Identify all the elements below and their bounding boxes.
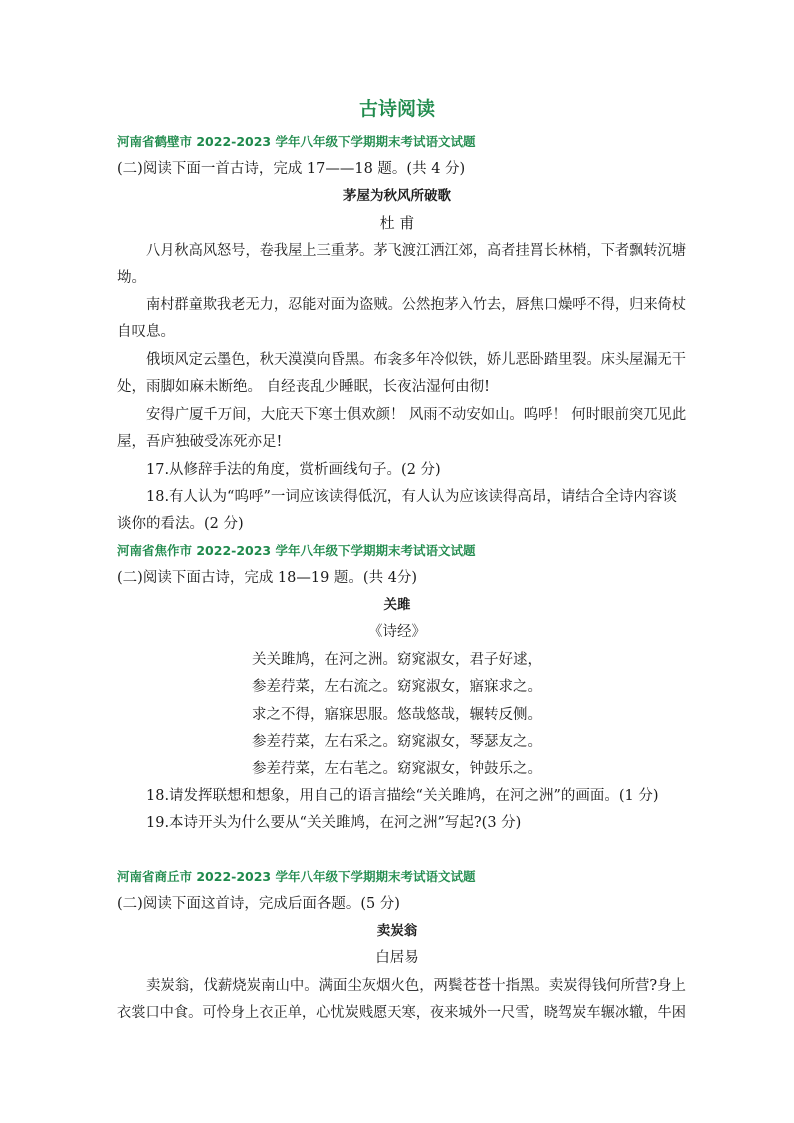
poem-line: 南村群童欺我老无力，忍能对面为盗贼。公然抱茅入竹去，唇焦口燥呼不得，归来倚杖 [146, 297, 686, 313]
poem-line: 参差荇菜，左右芼之。窈窕淑女，钟鼓乐之。 [252, 761, 542, 777]
poem-author: 白居易 [375, 950, 419, 966]
poem-line: 俄顷风定云墨色，秋天漠漠向昏黑。布衾多年冷似铁，娇儿恶卧踏里裂。床头屋漏无干 [146, 352, 686, 368]
poem-line: 安得广厦千万间，大庇天下寒士俱欢颜！ 风雨不动安如山。呜呼！ 何时眼前突兀见此 [146, 407, 687, 423]
poem-title: 茅屋为秋风所破歌 [343, 188, 451, 204]
poem-line: 卖炭翁，伐薪烧炭南山中。满面尘灰烟火色，两鬓苍苍十指黑。卖炭得钱何所营?身上 [146, 978, 686, 994]
source-line: 河南省鹤壁市 2022-2023 学年八年级下学期期末考试语文试题 [117, 134, 476, 149]
poem-title: 关雎 [383, 597, 411, 613]
question: 17.从修辞手法的角度，赏析画线句子。(2 分) [146, 462, 441, 478]
poem-line: 求之不得，寤寐思服。悠哉悠哉，辗转反侧。 [252, 707, 542, 723]
question: 19.本诗开头为什么要从“关关雎鸠，在河之洲”写起?(3 分) [146, 815, 522, 831]
question: 谈你的看法。(2 分) [117, 516, 244, 532]
poem-line: 参差荇菜，左右采之。窈窕淑女，琴瑟友之。 [252, 734, 542, 750]
poem-line: 参差荇菜，左右流之。窈窕淑女，寤寐求之。 [252, 679, 542, 695]
source-line: 河南省商丘市 2022-2023 学年八年级下学期期末考试语文试题 [117, 869, 476, 884]
poem-line: 屋，吾庐独破受冻死亦足! [117, 434, 283, 450]
poem-title: 卖炭翁 [376, 923, 418, 939]
poem-author: 《诗经》 [368, 624, 426, 640]
page-title: 古诗阅读 [358, 98, 435, 120]
poem-line: 八月秋高风怒号，卷我屋上三重茅。茅飞渡江洒江郊，高者挂罥长林梢，下者飘转沉塘 [146, 243, 686, 259]
poem-line: 处，雨脚如麻未断绝。 自经丧乱少睡眠，长夜沾湿何由彻! [117, 379, 490, 395]
instruction: (二)阅读下面这首诗，完成后面各题。(5 分) [117, 896, 400, 912]
poem-line: 衣裳口中食。可怜身上衣正单，心忧炭贱愿天寒，夜来城外一尺雪，晓驾炭车辗冰辙，牛困 [117, 1005, 686, 1021]
source-line: 河南省焦作市 2022-2023 学年八年级下学期期末考试语文试题 [117, 543, 476, 558]
poem-line: 坳。 [117, 270, 146, 286]
question: 18.有人认为“呜呼”一词应该读得低沉，有人认为应该读得高昂，请结合全诗内容谈 [146, 489, 677, 505]
instruction: (二)阅读下面一首古诗，完成 17——18 题。(共 4 分) [117, 161, 466, 177]
instruction: (二)阅读下面古诗，完成 18—19 题。(共 4分) [117, 570, 418, 586]
poem-author: 杜 甫 [379, 214, 415, 232]
question: 18.请发挥联想和想象，用自己的语言描绘“关关雎鸠，在河之洲”的画面。(1 分) [146, 788, 659, 804]
poem-line: 自叹息。 [117, 324, 175, 340]
poem-line: 关关雎鸠，在河之洲。窈窕淑女，君子好逑， [252, 652, 542, 668]
